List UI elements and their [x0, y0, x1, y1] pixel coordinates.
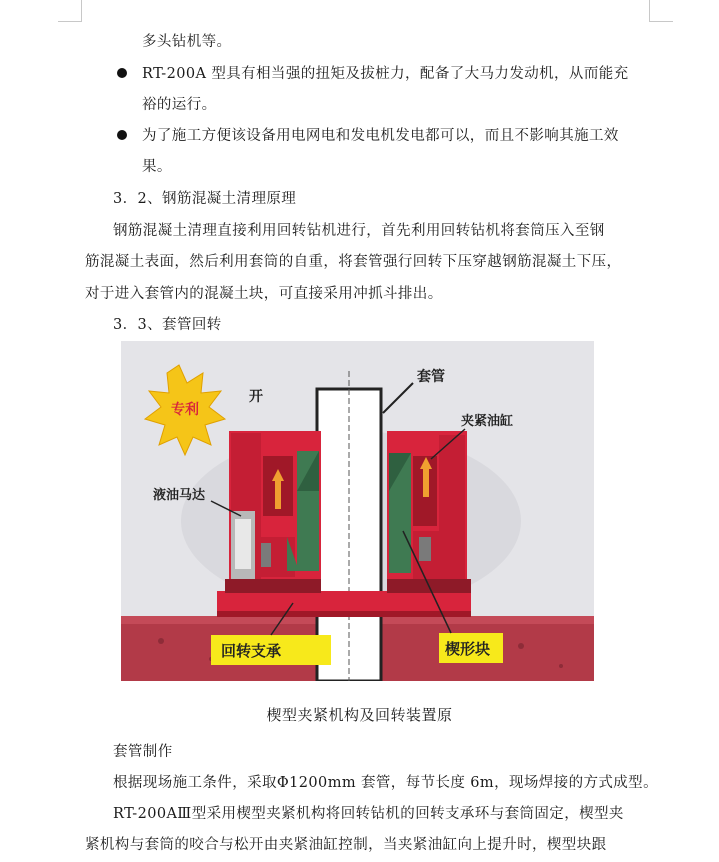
- patent-label: 专利: [171, 402, 199, 418]
- section-heading: 3．3、套管回转: [113, 317, 222, 333]
- bullet-icon: [117, 130, 127, 140]
- crop-mark-right-h: [649, 21, 673, 22]
- slewing-bearing-label: 回转支承: [221, 642, 282, 660]
- crop-mark-right-v: [649, 0, 650, 22]
- figure-caption: 楔型夹紧机构及回转装置原: [266, 706, 453, 724]
- hydraulic-motor-label: 液油马达: [153, 488, 206, 503]
- wedge-block-label: 楔形块: [445, 640, 491, 658]
- section-heading: 3．2、钢筋混凝土清理原理: [113, 191, 297, 207]
- text-line: 根据现场施工条件，采取Φ1200mm 套管，每节长度 6m，现场焊接的方式成型。: [113, 775, 658, 791]
- text-line: 裕的运行。: [142, 97, 217, 113]
- text-line: 为了施工方便该设备用电网电和发电机发电都可以，而且不影响其施工效: [142, 128, 619, 144]
- text-line: 多头钻机等。: [142, 34, 232, 50]
- text-line: 对于进入套管内的混凝土块，可直接采用冲抓斗排出。: [85, 286, 443, 302]
- crop-mark-left-v: [81, 0, 82, 22]
- clamp-cylinder-label: 夹紧油缸: [461, 414, 514, 429]
- clamp-diagram: [121, 341, 594, 681]
- text-line: 果。: [142, 159, 172, 175]
- text-line: 紧机构与套筒的咬合与松开由夹紧油缸控制，当夹紧油缸向上提升时，楔型块跟: [85, 837, 607, 853]
- text-line: 筋混凝土表面，然后利用套筒的自重，将套管强行回转下压穿越钢筋混凝土下压，: [85, 254, 622, 270]
- open-label: 开: [249, 389, 263, 405]
- casing-label: 套管: [417, 369, 445, 385]
- diagram-figure: [121, 341, 594, 681]
- text-line: 钢筋混凝土清理直接利用回转钻机进行，首先利用回转钻机将套筒压入至钢: [113, 223, 605, 239]
- text-line: RT-200AⅢ型采用楔型夹紧机构将回转钻机的回转支承环与套筒固定，楔型夹: [113, 806, 624, 822]
- bullet-icon: [117, 68, 127, 78]
- crop-mark-left-h: [58, 21, 82, 22]
- text-line: RT-200A 型具有相当强的扭矩及拔桩力，配备了大马力发动机，从而能充: [142, 66, 629, 82]
- section-heading: 套管制作: [113, 744, 173, 760]
